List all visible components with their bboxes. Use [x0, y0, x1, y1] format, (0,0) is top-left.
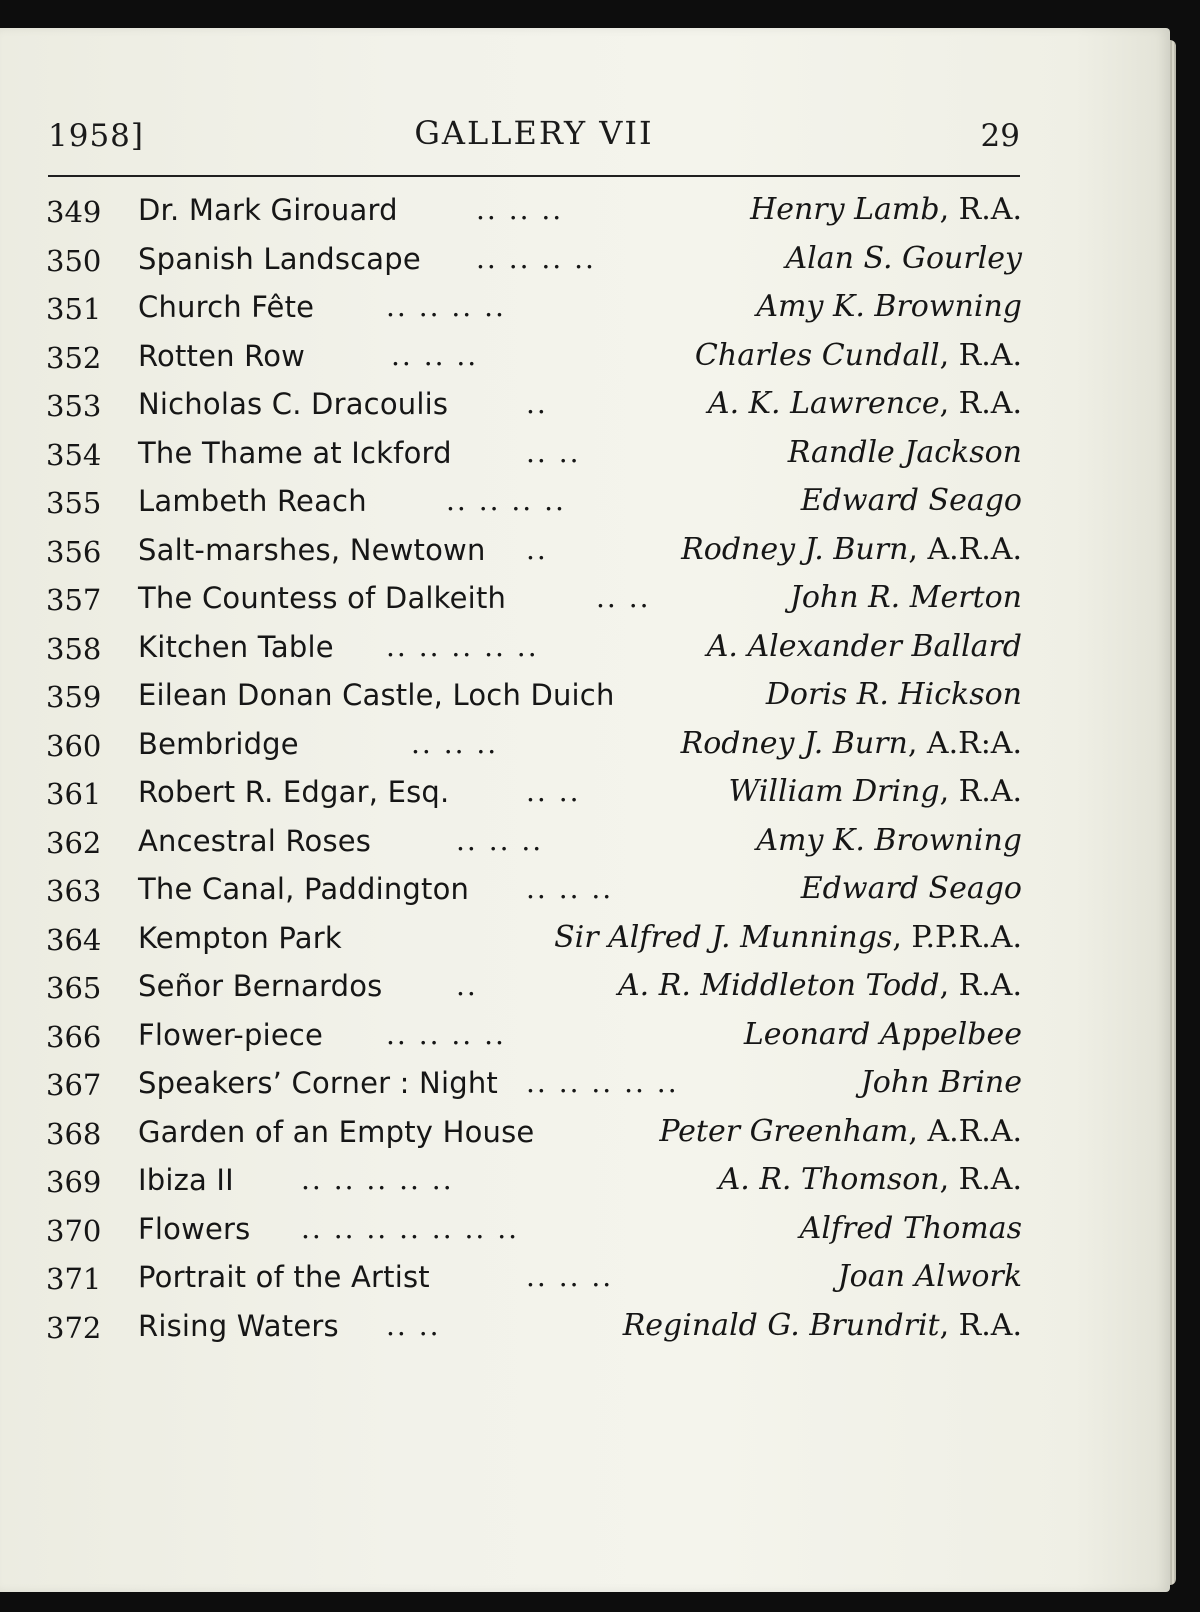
entry-artist	[801, 477, 1022, 525]
entry-title: Robert R. Edgar, Esq.	[138, 775, 450, 809]
catalogue-entry	[46, 865, 1022, 914]
artist-honors: , R.A.	[939, 386, 1022, 421]
entry-number: 360	[46, 728, 102, 763]
entry-title: Rising Waters	[138, 1308, 339, 1343]
entry-number: 356	[46, 534, 102, 569]
entry-number: 367	[46, 1068, 102, 1102]
entry-number: 359	[46, 680, 102, 714]
entry-title: Speakers’ Corner : Night	[138, 1066, 498, 1100]
entry-title: Señor Bernardos	[138, 969, 383, 1003]
catalogue-entry	[46, 1108, 1022, 1157]
entry-number: 352	[46, 340, 102, 375]
artist-honors: , A.R.A.	[908, 531, 1022, 567]
catalogue-entry	[46, 186, 1022, 235]
artist-name: Alan S. Gourley	[785, 240, 1022, 276]
entry-title: Ancestral Roses	[138, 823, 372, 858]
catalogue-entry	[46, 1156, 1022, 1205]
entry-title: The Thame at Ickford	[138, 435, 452, 470]
catalogue-entry	[46, 671, 1022, 720]
catalogue-list	[46, 186, 1022, 1350]
entry-artist	[729, 768, 1022, 816]
leader-dots: .. .. .. .. ..	[301, 1163, 454, 1196]
entry-artist	[801, 865, 1022, 913]
artist-name: Joan Alwork	[837, 1259, 1022, 1294]
leader-dots: .. .. .. ..	[386, 290, 506, 323]
entry-title: Kempton Park	[138, 920, 342, 955]
entry-title: Nicholas C. Dracoulis	[138, 387, 449, 421]
artist-name: A. R. Middleton Todd	[618, 968, 940, 1003]
entry-number: 354	[46, 437, 102, 472]
entry-number: 369	[46, 1165, 102, 1199]
entry-number: 358	[46, 631, 102, 666]
artist-honors: , P.P.R.A.	[892, 919, 1022, 955]
catalogue-entry	[46, 283, 1022, 332]
leader-dots: .. .. .. .. ..	[526, 1066, 679, 1099]
artist-name: Reginald G. Brundrit	[622, 1307, 940, 1343]
entry-number: 368	[46, 1116, 102, 1151]
leader-dots: .. .. ..	[456, 823, 544, 857]
artist-name: Randle Jackson	[787, 434, 1022, 470]
artist-name: Amy K. Browning	[756, 822, 1022, 858]
artist-name: A. Alexander Ballard	[706, 628, 1022, 664]
leader-dots: ..	[526, 387, 548, 420]
leader-dots: .. .. .. .. .. .. ..	[301, 1211, 520, 1245]
leader-dots: .. .. .. ..	[476, 241, 596, 275]
entry-artist	[838, 1253, 1022, 1301]
artist-name: A. R. Thomson	[718, 1162, 940, 1197]
entry-artist	[788, 429, 1022, 477]
leader-dots: .. ..	[526, 775, 581, 808]
entry-title: Ibiza II	[138, 1163, 234, 1197]
entry-title: The Canal, Paddington	[138, 872, 470, 906]
artist-name: A. K. Lawrence	[707, 386, 940, 421]
artist-honors: , A.R:A.	[907, 725, 1022, 761]
leader-dots: .. ..	[526, 435, 581, 469]
entry-artist	[744, 1011, 1022, 1059]
entry-artist	[659, 1108, 1022, 1156]
entry-title: Church Fête	[138, 290, 315, 324]
catalogue-entry	[46, 332, 1022, 381]
entry-artist	[708, 380, 1022, 428]
entry-number: 355	[46, 486, 102, 520]
entry-number: 371	[46, 1262, 102, 1296]
catalogue-entry	[46, 817, 1022, 866]
leader-dots: .. ..	[386, 1308, 441, 1342]
artist-honors: , R.A.	[939, 968, 1022, 1003]
entry-artist	[790, 574, 1022, 622]
entry-number: 362	[46, 825, 102, 860]
artist-name: Rodney J. Burn	[681, 531, 909, 567]
entry-number: 364	[46, 922, 102, 957]
artist-name: Leonard Appelbee	[743, 1016, 1022, 1052]
entry-artist	[785, 235, 1022, 283]
catalogue-entry	[46, 1059, 1022, 1108]
entry-title: Rotten Row	[138, 338, 306, 373]
artist-honors: , R.A.	[939, 192, 1022, 227]
entry-artist	[695, 332, 1022, 380]
leader-dots: .. .. .. ..	[386, 1017, 506, 1051]
catalogue-entry	[46, 1011, 1022, 1060]
artist-name: Rodney J. Burn	[680, 725, 908, 761]
entry-title: Portrait of the Artist	[138, 1260, 430, 1294]
entry-artist	[766, 671, 1022, 719]
artist-honors: , A.R.A.	[908, 1113, 1022, 1149]
entry-title: Lambeth Reach	[138, 484, 367, 518]
entry-number: 366	[46, 1019, 102, 1054]
entry-number: 350	[46, 243, 102, 278]
catalogue-entry	[46, 623, 1022, 672]
catalogue-entry	[46, 720, 1022, 769]
catalogue-entry	[46, 1205, 1022, 1254]
artist-name: Edward Seago	[800, 483, 1022, 518]
entry-number: 372	[46, 1310, 102, 1345]
catalogue-entry	[46, 526, 1022, 575]
catalogue-entry	[46, 429, 1022, 478]
entry-artist	[681, 720, 1022, 768]
artist-honors: , R.A.	[939, 1307, 1022, 1343]
entry-artist	[618, 962, 1022, 1010]
running-header	[48, 114, 1020, 160]
entry-artist	[756, 283, 1022, 331]
entry-number: 365	[46, 971, 102, 1005]
catalogue-entry	[46, 914, 1022, 963]
artist-name: Doris R. Hickson	[765, 677, 1022, 712]
artist-honors: , R.A.	[939, 1162, 1022, 1197]
artist-name: Peter Greenham	[659, 1113, 909, 1149]
entry-number: 363	[46, 874, 102, 908]
artist-honors: , R.A.	[939, 337, 1022, 373]
leader-dots: .. .. ..	[526, 872, 614, 905]
leader-dots: ..	[526, 532, 548, 566]
catalogue-entry	[46, 768, 1022, 817]
artist-name: John Brine	[860, 1065, 1022, 1100]
entry-title: Garden of an Empty House	[138, 1114, 535, 1149]
entry-number: 349	[46, 195, 102, 229]
header-rule	[48, 175, 1020, 177]
leader-dots: ..	[456, 969, 478, 1002]
entry-artist	[800, 1205, 1022, 1253]
entry-title: Dr. Mark Girouard	[138, 193, 398, 227]
entry-artist	[707, 623, 1022, 671]
leader-dots: .. .. .. .. ..	[386, 629, 539, 663]
entry-title: Bembridge	[138, 726, 299, 761]
leader-dots: .. ..	[596, 581, 651, 614]
catalogue-entry	[46, 574, 1022, 623]
entry-artist	[623, 1302, 1022, 1350]
artist-name: Edward Seago	[800, 871, 1022, 906]
entry-number: 351	[46, 292, 102, 326]
leader-dots: .. .. .. ..	[446, 484, 566, 517]
entry-artist	[750, 186, 1022, 234]
leader-dots: .. .. ..	[526, 1260, 614, 1293]
artist-name: Henry Lamb	[750, 192, 940, 227]
entry-title: Flower-piece	[138, 1017, 324, 1052]
entry-title: Eilean Donan Castle, Loch Duich	[138, 678, 615, 712]
entry-title: Flowers	[138, 1211, 251, 1246]
catalogue-entry	[46, 962, 1022, 1011]
entry-artist	[861, 1059, 1022, 1107]
catalogue-entry	[46, 1302, 1022, 1351]
header-year: 1958]	[48, 118, 144, 154]
artist-name: William Dring	[728, 774, 940, 809]
entry-number: 370	[46, 1213, 102, 1248]
entry-artist	[554, 914, 1022, 962]
page-number: 29	[980, 118, 1020, 154]
leader-dots: .. .. ..	[391, 338, 479, 372]
catalogue-entry	[46, 477, 1022, 526]
artist-name: Charles Cundall	[694, 337, 940, 373]
entry-title: Kitchen Table	[138, 629, 334, 664]
entry-number: 353	[46, 389, 102, 423]
entry-number: 357	[46, 583, 102, 617]
artist-name: Alfred Thomas	[799, 1210, 1022, 1246]
entry-artist	[756, 817, 1022, 865]
gallery-title: GALLERY VII	[414, 114, 654, 152]
entry-artist	[681, 526, 1022, 574]
catalogue-entry	[46, 1253, 1022, 1302]
leader-dots: .. .. ..	[411, 726, 499, 760]
artist-honors: , R.A.	[939, 774, 1022, 809]
catalogue-entry	[46, 380, 1022, 429]
entry-number: 361	[46, 777, 102, 811]
leader-dots: .. .. ..	[476, 193, 564, 226]
catalogue-entry	[46, 235, 1022, 284]
entry-artist	[719, 1156, 1022, 1204]
entry-title: Salt-marshes, Newtown	[138, 532, 486, 567]
entry-title: The Countess of Dalkeith	[138, 581, 507, 615]
artist-name: Sir Alfred J. Munnings	[554, 919, 893, 955]
artist-name: John R. Merton	[789, 580, 1022, 615]
entry-title: Spanish Landscape	[138, 241, 421, 276]
artist-name: Amy K. Browning	[756, 289, 1022, 324]
